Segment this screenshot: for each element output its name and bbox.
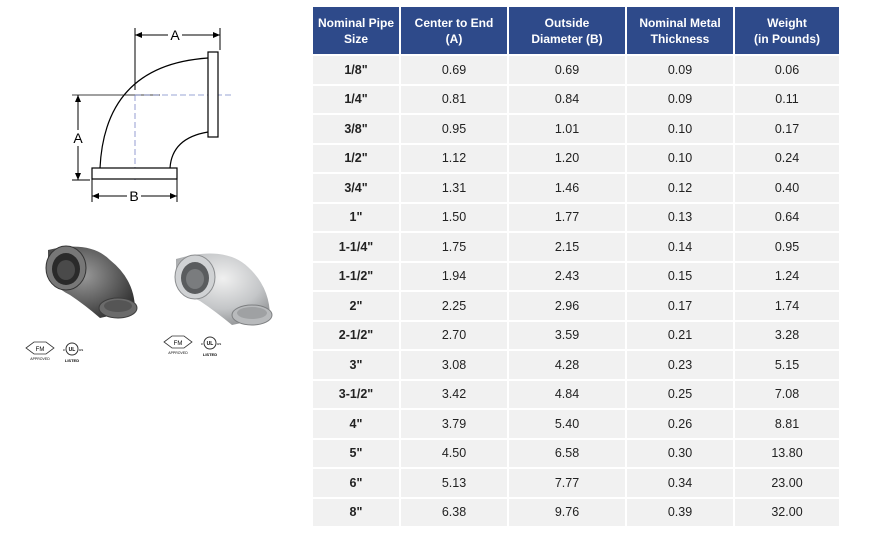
table-cell: 0.34 [627,469,733,497]
table-cell: 1.74 [735,292,839,320]
table-cell: 1.77 [509,204,625,232]
table-cell: 7.77 [509,469,625,497]
table-cell: 1.31 [401,174,507,202]
table-row [313,410,839,438]
table-cell: 0.17 [627,292,733,320]
table-cell: 1.01 [509,115,625,143]
table-cell: 0.12 [627,174,733,202]
table-row [313,351,839,379]
table-cell: 0.95 [401,115,507,143]
table-cell: 0.39 [627,499,733,527]
table-row [313,145,839,173]
table-cell: 0.64 [735,204,839,232]
svg-text:FM: FM [35,347,45,353]
svg-text:UL: UL [206,341,214,347]
table-cell: 0.40 [735,174,839,202]
table-cell: 6.38 [401,499,507,527]
table-cell: 0.14 [627,233,733,261]
svg-text:LISTED: LISTED [64,358,80,363]
svg-text:APPROVED: APPROVED [168,351,188,355]
table-cell: 4.84 [509,381,625,409]
pipe-size-cell: 1" [313,204,399,232]
pipe-size-cell: 1-1/2" [313,263,399,291]
pipe-size-cell: 3/4" [313,174,399,202]
table-cell: 2.43 [509,263,625,291]
table-cell: 9.76 [509,499,625,527]
table-cell: 0.10 [627,115,733,143]
table-body [313,56,839,526]
svg-text:us: us [217,341,222,346]
table-cell: 0.30 [627,440,733,468]
table-cell: 1.24 [735,263,839,291]
table-header-row [313,7,839,54]
table-cell: 0.23 [627,351,733,379]
table-cell: 0.13 [627,204,733,232]
table-cell: 0.10 [627,145,733,173]
table-cell: 3.42 [401,381,507,409]
table-cell: 0.69 [401,56,507,84]
pipe-size-cell: 5" [313,440,399,468]
table-cell: 0.84 [509,86,625,114]
table-cell: 3.08 [401,351,507,379]
pipe-size-cell: 3" [313,351,399,379]
header-center-to-end: Center to End (A) [401,7,507,54]
table-cell: 0.06 [735,56,839,84]
table-cell: 1.12 [401,145,507,173]
pipe-size-cell: 6" [313,469,399,497]
header-metal-thickness: Nominal Metal Thickness [627,7,733,54]
pipe-size-cell: 3-1/2" [313,381,399,409]
table-cell: 2.15 [509,233,625,261]
dim-a-top-label: A [170,27,180,43]
pipe-size-cell: 2" [313,292,399,320]
table-cell: 2.96 [509,292,625,320]
elbow-spec-table [311,5,841,528]
table-cell: 23.00 [735,469,839,497]
table-cell: 3.28 [735,322,839,350]
black-elbow-image [40,240,140,325]
table-row [313,292,839,320]
table-cell: 0.26 [627,410,733,438]
table-row [313,204,839,232]
table-cell: 7.08 [735,381,839,409]
table-cell: 0.21 [627,322,733,350]
dim-a-side-label: A [73,130,83,146]
table-cell: 5.15 [735,351,839,379]
svg-text:c: c [63,347,65,352]
table-cell: 0.81 [401,86,507,114]
svg-text:UL: UL [68,347,76,353]
pipe-size-cell: 1/8" [313,56,399,84]
certification-logos-left [24,340,94,364]
table-cell: 0.24 [735,145,839,173]
table-cell: 0.25 [627,381,733,409]
certification-logos-right [162,334,232,358]
elbow-dimension-diagram [60,20,240,210]
table-cell: 3.59 [509,322,625,350]
table-cell: 0.15 [627,263,733,291]
table-cell: 2.25 [401,292,507,320]
table-row [313,56,839,84]
table-cell: 0.69 [509,56,625,84]
table-cell: 2.70 [401,322,507,350]
dim-b-label: B [129,188,139,204]
table-cell: 6.58 [509,440,625,468]
header-weight: Weight (in Pounds) [735,7,839,54]
pipe-size-cell: 2-1/2" [313,322,399,350]
table-row [313,86,839,114]
header-outside-diameter: Outside Diameter (B) [509,7,625,54]
table-cell: 32.00 [735,499,839,527]
table-row [313,440,839,468]
table-row [313,499,839,527]
svg-text:c: c [201,341,203,346]
table-cell: 5.13 [401,469,507,497]
table-cell: 1.20 [509,145,625,173]
table-row [313,233,839,261]
svg-text:LISTED: LISTED [202,352,218,357]
table-cell: 13.80 [735,440,839,468]
table-cell: 3.79 [401,410,507,438]
table-cell: 4.28 [509,351,625,379]
table-cell: 0.09 [627,56,733,84]
pipe-size-cell: 3/8" [313,115,399,143]
table-cell: 0.09 [627,86,733,114]
table-row [313,469,839,497]
pipe-size-cell: 8" [313,499,399,527]
table-cell: 0.17 [735,115,839,143]
table-cell: 0.95 [735,233,839,261]
table-cell: 4.50 [401,440,507,468]
pipe-size-cell: 1-1/4" [313,233,399,261]
svg-text:FM: FM [173,341,183,347]
table-row [313,174,839,202]
header-nominal-pipe-size: Nominal Pipe Size [313,7,399,54]
galvanized-elbow-image [170,245,275,330]
table-cell: 8.81 [735,410,839,438]
table-cell: 0.11 [735,86,839,114]
table-cell: 1.94 [401,263,507,291]
table-row [313,263,839,291]
svg-text:us: us [79,347,84,352]
table-row [313,381,839,409]
table-cell: 1.50 [401,204,507,232]
pipe-size-cell: 4" [313,410,399,438]
pipe-size-cell: 1/4" [313,86,399,114]
table-row [313,115,839,143]
table-cell: 1.46 [509,174,625,202]
table-cell: 5.40 [509,410,625,438]
table-row [313,322,839,350]
pipe-size-cell: 1/2" [313,145,399,173]
svg-text:APPROVED: APPROVED [30,357,50,361]
table-cell: 1.75 [401,233,507,261]
